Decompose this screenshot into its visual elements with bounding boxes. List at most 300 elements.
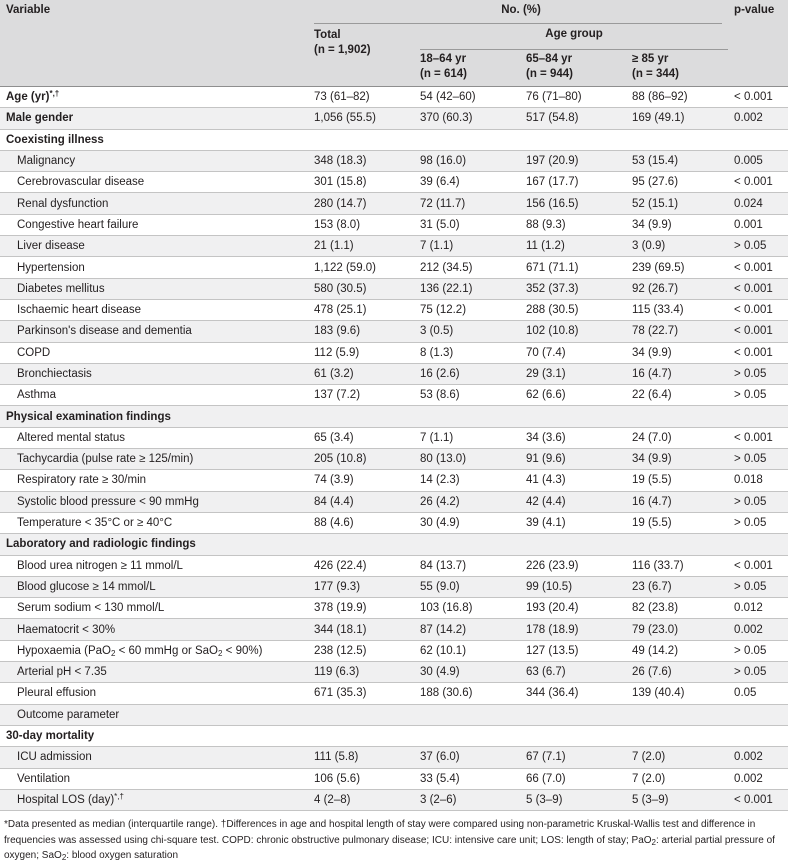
cell-g2: 63 (6.7): [520, 662, 626, 683]
cell-g2: [520, 704, 626, 725]
cell-g1: 84 (13.7): [414, 555, 520, 576]
cell-g3: 88 (86–92): [626, 87, 728, 108]
cell-g1: 136 (22.1): [414, 278, 520, 299]
cell-g2: 99 (10.5): [520, 576, 626, 597]
cell-g2: [520, 406, 626, 427]
cell-total: [308, 129, 414, 150]
row-label-text: COPD: [17, 346, 51, 359]
cell-p: < 0.001: [728, 278, 788, 299]
table-row: [0, 342, 788, 363]
row-label: [0, 512, 308, 533]
cell-g3: 115 (33.4): [626, 299, 728, 320]
cell-g2: 127 (13.5): [520, 640, 626, 661]
cell-g1: 62 (10.1): [414, 640, 520, 661]
cell-p: 0.005: [728, 150, 788, 171]
cell-g3: 7 (2.0): [626, 747, 728, 768]
cell-total: 301 (15.8): [308, 172, 414, 193]
cell-g1: 87 (14.2): [414, 619, 520, 640]
row-label-text: Blood glucose ≥ 14 mmol/L: [17, 580, 156, 593]
row-label: [0, 299, 308, 320]
cell-g2: 34 (3.6): [520, 427, 626, 448]
cell-g3: 26 (7.6): [626, 662, 728, 683]
cell-p: < 0.001: [728, 257, 788, 278]
table-row: [0, 534, 788, 555]
table-row: [0, 236, 788, 257]
cell-p: 0.05: [728, 683, 788, 704]
cell-g3: [626, 725, 728, 746]
table-row: [0, 427, 788, 448]
row-label: [0, 427, 308, 448]
header-total: [308, 24, 414, 87]
cell-g3: 92 (26.7): [626, 278, 728, 299]
cell-g3: 116 (33.7): [626, 555, 728, 576]
cell-p: < 0.001: [728, 555, 788, 576]
footnote-sub-2: 2: [61, 853, 67, 863]
cell-g2: 88 (9.3): [520, 214, 626, 235]
cell-g3: 169 (49.1): [626, 108, 728, 129]
cell-g2: 5 (3–9): [520, 789, 626, 810]
cell-p: [728, 725, 788, 746]
cell-total: 177 (9.3): [308, 576, 414, 597]
section-heading: [0, 725, 308, 746]
section-heading: [0, 406, 308, 427]
cell-g1: 98 (16.0): [414, 150, 520, 171]
row-label-text: Parkinson's disease and dementia: [17, 325, 192, 338]
cell-g2: 167 (17.7): [520, 172, 626, 193]
cell-g3: 82 (23.8): [626, 598, 728, 619]
cell-g2: 39 (4.1): [520, 512, 626, 533]
cell-total: 88 (4.6): [308, 512, 414, 533]
row-label: [0, 278, 308, 299]
cell-total: 112 (5.9): [308, 342, 414, 363]
table-row: [0, 108, 788, 129]
cell-p: < 0.001: [728, 321, 788, 342]
section-heading: [0, 534, 308, 555]
cell-total: [308, 725, 414, 746]
table-row: [0, 385, 788, 406]
cell-g3: 53 (15.4): [626, 150, 728, 171]
cell-total: 348 (18.3): [308, 150, 414, 171]
cell-p: > 0.05: [728, 512, 788, 533]
table-row: [0, 576, 788, 597]
row-label-footnote-mark: *,†: [49, 89, 60, 99]
row-label-text: Tachycardia (pulse rate ≥ 125/min): [17, 453, 194, 466]
cell-total: [308, 704, 414, 725]
row-label-text: Ventilation: [17, 772, 71, 785]
row-label-text: Male gender: [6, 112, 74, 125]
table-row: [0, 257, 788, 278]
row-label-text: Congestive heart failure: [17, 218, 139, 231]
cell-total: 580 (30.5): [308, 278, 414, 299]
table-row: [0, 299, 788, 320]
table-row: [0, 598, 788, 619]
cell-g1: [414, 129, 520, 150]
cell-total: 1,122 (59.0): [308, 257, 414, 278]
header-group-2-n: (n = 944): [526, 68, 573, 80]
row-label-part: < 90%): [222, 644, 263, 657]
cell-p: [728, 406, 788, 427]
cell-p: < 0.001: [728, 342, 788, 363]
row-label-text: Hypertension: [17, 261, 85, 274]
cell-p: > 0.05: [728, 640, 788, 661]
table-row: [0, 321, 788, 342]
row-label-text: 30-day mortality: [6, 730, 95, 743]
row-label-text: Respiratory rate ≥ 30/min: [17, 474, 147, 487]
table-row: [0, 150, 788, 171]
row-label-text: ICU admission: [17, 751, 92, 764]
cell-g1: [414, 406, 520, 427]
row-label: [0, 470, 308, 491]
table-row: [0, 87, 788, 108]
cell-p: > 0.05: [728, 236, 788, 257]
table-row: [0, 214, 788, 235]
row-label: [0, 768, 308, 789]
cell-g3: 3 (0.9): [626, 236, 728, 257]
row-label: [0, 193, 308, 214]
cell-g3: 34 (9.9): [626, 214, 728, 235]
cell-g2: 193 (20.4): [520, 598, 626, 619]
row-label: [0, 172, 308, 193]
table-row: [0, 512, 788, 533]
header-group-1-label: 18–64 yr: [420, 53, 467, 65]
table-row: [0, 640, 788, 661]
cell-g3: 79 (23.0): [626, 619, 728, 640]
cell-g1: 3 (0.5): [414, 321, 520, 342]
row-label-text: Cerebrovascular disease: [17, 176, 145, 189]
cell-g1: 31 (5.0): [414, 214, 520, 235]
cell-g3: 24 (7.0): [626, 427, 728, 448]
row-label: [0, 150, 308, 171]
row-label-text: Diabetes mellitus: [17, 282, 105, 295]
cell-g2: 178 (18.9): [520, 619, 626, 640]
cell-p: > 0.05: [728, 491, 788, 512]
table-row: [0, 768, 788, 789]
row-label: [0, 214, 308, 235]
header-variable: Variable: [0, 0, 308, 24]
row-label-text: Ischaemic heart disease: [17, 304, 142, 317]
header-group-3: [626, 50, 728, 87]
row-label-text: Liver disease: [17, 240, 85, 253]
row-label: [0, 704, 308, 725]
cell-p: > 0.05: [728, 662, 788, 683]
cell-g3: 16 (4.7): [626, 491, 728, 512]
cell-p: 0.002: [728, 768, 788, 789]
cell-p: > 0.05: [728, 385, 788, 406]
cell-g2: 288 (30.5): [520, 299, 626, 320]
cell-g3: 95 (27.6): [626, 172, 728, 193]
header-pvalue: p-value: [728, 0, 788, 24]
cell-g3: 19 (5.5): [626, 470, 728, 491]
cell-g2: 41 (4.3): [520, 470, 626, 491]
cell-g1: 7 (1.1): [414, 236, 520, 257]
row-label-text: Systolic blood pressure < 90 mmHg: [17, 495, 199, 508]
cell-p: 0.002: [728, 619, 788, 640]
cell-g3: 16 (4.7): [626, 363, 728, 384]
cell-g1: 75 (12.2): [414, 299, 520, 320]
cell-total: 378 (19.9): [308, 598, 414, 619]
cell-g3: 7 (2.0): [626, 768, 728, 789]
cell-total: 74 (3.9): [308, 470, 414, 491]
table-row: [0, 470, 788, 491]
cell-total: 21 (1.1): [308, 236, 414, 257]
cell-g1: [414, 725, 520, 746]
table-row: [0, 491, 788, 512]
cell-p: 0.024: [728, 193, 788, 214]
cell-g3: 34 (9.9): [626, 342, 728, 363]
row-label-text: Renal dysfunction: [17, 197, 109, 210]
cell-total: 183 (9.6): [308, 321, 414, 342]
cell-g1: 3 (2–6): [414, 789, 520, 810]
cell-g1: 33 (5.4): [414, 768, 520, 789]
cell-g2: 76 (71–80): [520, 87, 626, 108]
cell-g3: [626, 704, 728, 725]
cell-g3: [626, 129, 728, 150]
cell-p: 0.002: [728, 108, 788, 129]
header-total-label: Total: [314, 29, 341, 41]
cell-g2: 226 (23.9): [520, 555, 626, 576]
header-group-3-n: (n = 344): [632, 68, 679, 80]
header-total-n: (n = 1,902): [314, 44, 371, 56]
cell-g1: 30 (4.9): [414, 662, 520, 683]
cell-p: < 0.001: [728, 789, 788, 810]
cell-g2: 67 (7.1): [520, 747, 626, 768]
cell-p: > 0.05: [728, 576, 788, 597]
table-body: [0, 87, 788, 811]
cell-g2: 517 (54.8): [520, 108, 626, 129]
footnote-text-3: : blood oxygen saturation: [66, 850, 179, 862]
cell-g1: 54 (42–60): [414, 87, 520, 108]
cell-g3: 34 (9.9): [626, 449, 728, 470]
row-label: [0, 321, 308, 342]
cell-total: 111 (5.8): [308, 747, 414, 768]
cell-total: 84 (4.4): [308, 491, 414, 512]
cell-p: 0.001: [728, 214, 788, 235]
section-heading: [0, 129, 308, 150]
row-label-text: Coexisting illness: [6, 133, 104, 146]
cell-total: 73 (61–82): [308, 87, 414, 108]
cell-p: 0.002: [728, 747, 788, 768]
row-label-text: Physical examination findings: [6, 410, 171, 423]
cell-p: [728, 129, 788, 150]
row-label-text: Bronchiectasis: [17, 368, 92, 380]
cell-g3: 239 (69.5): [626, 257, 728, 278]
cell-total: 119 (6.3): [308, 662, 414, 683]
cell-total: 65 (3.4): [308, 427, 414, 448]
row-label: [0, 491, 308, 512]
cell-g3: 5 (3–9): [626, 789, 728, 810]
row-label-text: Asthma: [17, 389, 56, 402]
row-label-text: Malignancy: [17, 155, 76, 168]
row-label: [0, 747, 308, 768]
cell-g2: 11 (1.2): [520, 236, 626, 257]
cell-total: [308, 534, 414, 555]
cell-g2: 42 (4.4): [520, 491, 626, 512]
cell-g2: 66 (7.0): [520, 768, 626, 789]
row-label-text: Temperature < 35°C or ≥ 40°C: [17, 517, 173, 530]
footnote-text-1: *Data presented as median (interquartile range). †Differences in age and hospital length of stay were compared using non-parametric Kruskal-Wallis test and difference in frequencies was assessed using chi-square test. COPD: chronic obstructive pulmonary disease; ICU: intensive care unit; LOS: length of stay; PaO: [4, 819, 756, 846]
table-row: [0, 129, 788, 150]
table-row: [0, 725, 788, 746]
row-label: [0, 789, 308, 810]
cell-g2: 62 (6.6): [520, 385, 626, 406]
cell-g3: 49 (14.2): [626, 640, 728, 661]
header-group-2: [520, 50, 626, 87]
table-row: [0, 363, 788, 384]
cell-p: < 0.001: [728, 87, 788, 108]
row-label-part: < 60 mmHg or SaO: [115, 644, 219, 657]
cell-g2: [520, 725, 626, 746]
cell-g3: 22 (6.4): [626, 385, 728, 406]
cell-g1: 7 (1.1): [414, 427, 520, 448]
row-label-part: 2: [110, 648, 116, 658]
table-row: [0, 747, 788, 768]
cell-g1: 80 (13.0): [414, 449, 520, 470]
cell-g3: 19 (5.5): [626, 512, 728, 533]
cell-total: 4 (2–8): [308, 789, 414, 810]
footnote-text-2: : arterial partial pressure of oxygen; SaO: [4, 834, 775, 862]
cell-g3: [626, 406, 728, 427]
row-label: [0, 555, 308, 576]
cell-g2: 156 (16.5): [520, 193, 626, 214]
row-label: [0, 363, 308, 384]
cell-total: 61 (3.2): [308, 363, 414, 384]
cell-g1: 370 (60.3): [414, 108, 520, 129]
table-row: [0, 172, 788, 193]
row-label: [0, 342, 308, 363]
table-row: [0, 789, 788, 810]
cell-g3: 78 (22.7): [626, 321, 728, 342]
row-label-text: Pleural effusion: [17, 687, 97, 700]
cell-g1: 188 (30.6): [414, 683, 520, 704]
cell-total: [308, 406, 414, 427]
cell-g2: 29 (3.1): [520, 363, 626, 384]
cell-total: 671 (35.3): [308, 683, 414, 704]
cell-g3: 52 (15.1): [626, 193, 728, 214]
cell-g3: 23 (6.7): [626, 576, 728, 597]
row-label-text: Age (yr): [6, 91, 50, 104]
row-label-text: Serum sodium < 130 mmol/L: [17, 602, 165, 615]
cell-g1: 53 (8.6): [414, 385, 520, 406]
header-no-pct: No. (%): [308, 0, 728, 24]
cell-total: 153 (8.0): [308, 214, 414, 235]
cell-g1: 39 (6.4): [414, 172, 520, 193]
cell-p: < 0.001: [728, 299, 788, 320]
footnote-sub-1: 2: [651, 837, 656, 847]
row-label-text: Altered mental status: [17, 431, 126, 444]
row-label: [0, 598, 308, 619]
cell-g1: [414, 704, 520, 725]
cell-total: 205 (10.8): [308, 449, 414, 470]
cell-p: 0.012: [728, 598, 788, 619]
table-row: [0, 683, 788, 704]
row-label: [0, 619, 308, 640]
cell-g1: 26 (4.2): [414, 491, 520, 512]
cell-p: 0.018: [728, 470, 788, 491]
row-label: [0, 257, 308, 278]
cell-total: 280 (14.7): [308, 193, 414, 214]
cell-g2: 91 (9.6): [520, 449, 626, 470]
table-header: [0, 0, 788, 87]
table-row: [0, 619, 788, 640]
table-row: [0, 449, 788, 470]
cell-g1: 212 (34.5): [414, 257, 520, 278]
header-group-3-label: ≥ 85 yr: [632, 53, 669, 65]
row-label: [0, 683, 308, 704]
cell-g1: 72 (11.7): [414, 193, 520, 214]
row-label: [0, 87, 308, 108]
cell-g2: 344 (36.4): [520, 683, 626, 704]
row-label-part: 2: [218, 648, 223, 658]
cell-total: 344 (18.1): [308, 619, 414, 640]
cell-g1: 16 (2.6): [414, 363, 520, 384]
cell-p: < 0.001: [728, 427, 788, 448]
row-label: [0, 385, 308, 406]
cell-g3: 139 (40.4): [626, 683, 728, 704]
row-label-text: Blood urea nitrogen ≥ 11 mmol/L: [17, 559, 183, 572]
table-row: [0, 278, 788, 299]
row-label-footnote-mark: *,†: [114, 791, 124, 801]
cell-g2: [520, 534, 626, 555]
cell-g2: 671 (71.1): [520, 257, 626, 278]
cell-g1: 103 (16.8): [414, 598, 520, 619]
cell-g1: 14 (2.3): [414, 470, 520, 491]
cell-total: 106 (5.6): [308, 768, 414, 789]
header-age-group: Age group: [414, 24, 728, 50]
row-label: [0, 236, 308, 257]
cell-p: > 0.05: [728, 363, 788, 384]
row-label: [0, 576, 308, 597]
table-row: [0, 193, 788, 214]
row-label-text: Outcome parameter: [17, 708, 120, 721]
row-label-text: Haematocrit < 30%: [17, 623, 116, 636]
cell-total: 137 (7.2): [308, 385, 414, 406]
row-label-text: Laboratory and radiologic findings: [6, 538, 196, 551]
row-label: [0, 662, 308, 683]
table-row: [0, 662, 788, 683]
table-row: [0, 704, 788, 725]
row-label-text: Arterial pH < 7.35: [17, 666, 107, 679]
cell-g2: 70 (7.4): [520, 342, 626, 363]
cell-g1: 37 (6.0): [414, 747, 520, 768]
cell-g2: 102 (10.8): [520, 321, 626, 342]
row-label-text: Hospital LOS (day): [17, 793, 115, 806]
row-label: [0, 108, 308, 129]
cell-total: 1,056 (55.5): [308, 108, 414, 129]
cell-p: > 0.05: [728, 449, 788, 470]
row-label-part: Hypoxaemia (PaO: [17, 644, 111, 657]
table-row: [0, 555, 788, 576]
cell-total: 238 (12.5): [308, 640, 414, 661]
cell-total: 478 (25.1): [308, 299, 414, 320]
cell-p: [728, 704, 788, 725]
header-group-1: [414, 50, 520, 87]
table-row: [0, 406, 788, 427]
row-label: [0, 640, 308, 661]
cell-g3: [626, 534, 728, 555]
cell-g2: 197 (20.9): [520, 150, 626, 171]
header-group-2-label: 65–84 yr: [526, 53, 573, 65]
cell-g1: 8 (1.3): [414, 342, 520, 363]
cell-g2: [520, 129, 626, 150]
cell-p: < 0.001: [728, 172, 788, 193]
cell-g1: 30 (4.9): [414, 512, 520, 533]
cell-g2: 352 (37.3): [520, 278, 626, 299]
row-label: [0, 449, 308, 470]
header-group-1-n: (n = 614): [420, 68, 467, 80]
cell-g1: 55 (9.0): [414, 576, 520, 597]
cell-p: [728, 534, 788, 555]
cell-g1: [414, 534, 520, 555]
